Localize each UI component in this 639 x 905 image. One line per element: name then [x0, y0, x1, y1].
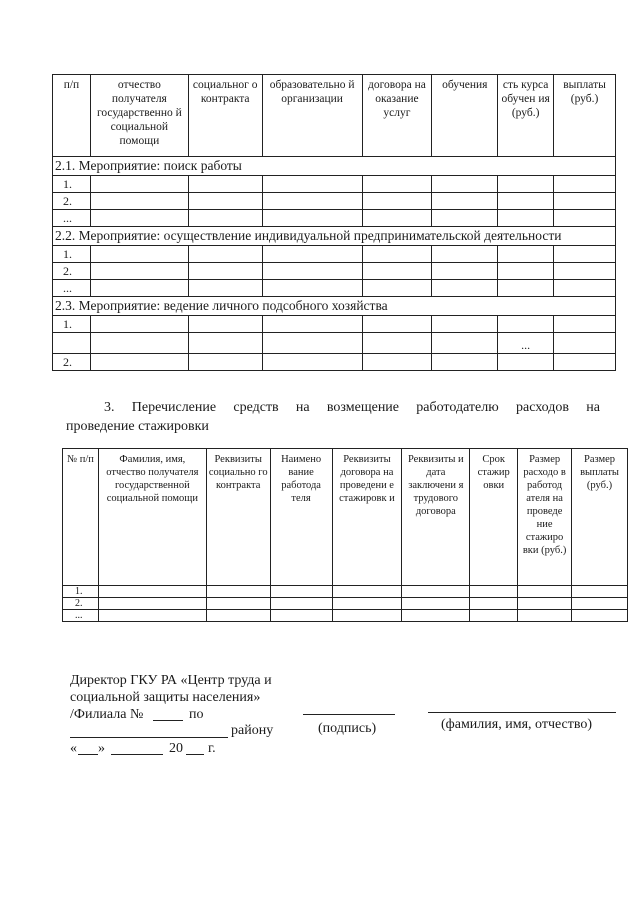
row-number: ... — [63, 610, 99, 622]
table-row — [63, 610, 628, 622]
row-number: ... — [53, 210, 91, 227]
section-row — [53, 157, 616, 176]
t2-header-cell: Фамилия, имя, отчество получателя государственной социальной помощи — [98, 449, 206, 586]
table-row — [53, 210, 616, 227]
table-row — [63, 598, 628, 610]
t2-header-cell: Размер расходо в работод ателя на проведе ние стажиро вки (руб.) — [518, 449, 572, 586]
date-day-line — [78, 754, 98, 755]
fullname-caption: (фамилия, имя, отчество) — [441, 717, 593, 732]
row-number: 2. — [53, 354, 91, 371]
t2-header-cell: № п/п — [63, 449, 99, 586]
date-close-quote: » — [98, 741, 105, 756]
section-title: 2.3. Мероприятие: ведение личного подсобного хозяйства — [53, 297, 616, 316]
section-row — [53, 227, 616, 246]
branch-number-line — [153, 720, 183, 721]
t1-header-cell: отчество получателя государственно й социальной помощи — [90, 75, 188, 157]
t1-header-cell: социальног о контракта — [188, 75, 262, 157]
t2-header-cell: Срок стажир овки — [470, 449, 518, 586]
row-number: 2. — [53, 263, 91, 280]
row-number — [53, 333, 91, 354]
t1-header-cell: п/п — [53, 75, 91, 157]
fullname-line — [428, 712, 616, 713]
table-row — [53, 316, 616, 333]
table1-header-row — [53, 75, 616, 157]
t1-header-cell: сть курса обучен ия (руб.) — [498, 75, 554, 157]
ellipsis-cell: ... — [498, 333, 554, 354]
table-row — [63, 586, 628, 598]
district-line — [70, 737, 228, 738]
date-year-prefix: 20 — [169, 741, 183, 756]
director-title-line: социальной защиты населения» — [70, 690, 261, 705]
section-title: 2.2. Мероприятие: осуществление индивидуальной предпринимательской деятельности — [53, 227, 616, 246]
date-year-suffix: г. — [208, 741, 216, 756]
table-row — [53, 176, 616, 193]
row-number: 1. — [53, 176, 91, 193]
table-row — [53, 246, 616, 263]
director-title-line: Директор ГКУ РА «Центр труда и — [70, 673, 272, 688]
table-row — [53, 354, 616, 371]
section-row — [53, 297, 616, 316]
section-title: 2.1. Мероприятие: поиск работы — [53, 157, 616, 176]
t1-header-cell: договора на оказание услуг — [362, 75, 432, 157]
t2-header-cell: Наимено вание работода теля — [270, 449, 332, 586]
signature-caption: (подпись) — [318, 721, 377, 736]
t2-header-cell: Размер выплаты (руб.) — [572, 449, 628, 586]
section-3-heading — [66, 398, 600, 436]
table-internship-reimbursement — [62, 448, 628, 622]
date-open-quote: « — [70, 741, 77, 756]
table-row — [53, 280, 616, 297]
row-number: 1. — [63, 586, 99, 598]
district-label: району — [231, 723, 274, 738]
table-training-measures — [52, 74, 616, 371]
row-number: 1. — [53, 246, 91, 263]
signature-line — [303, 714, 395, 715]
table-row — [53, 193, 616, 210]
date-year-line — [186, 754, 204, 755]
table-row — [53, 263, 616, 280]
t1-header-cell: обучения — [432, 75, 498, 157]
table-row — [53, 333, 616, 354]
t2-header-cell: Реквизиты и дата заключени я трудового договора — [402, 449, 470, 586]
paragraph-line: 3. Перечисление средств на возмещение работодателю расходов на — [104, 400, 600, 415]
t2-header-cell: Реквизиты социально го контракта — [206, 449, 270, 586]
row-number: 1. — [53, 316, 91, 333]
paragraph-line: проведение стажировки — [66, 419, 209, 434]
t1-header-cell: выплаты (руб.) — [554, 75, 616, 157]
t1-header-cell: образовательно й организации — [262, 75, 362, 157]
date-month-line — [111, 754, 163, 755]
branch-by-label: по — [189, 707, 204, 722]
row-number: 2. — [53, 193, 91, 210]
row-number: ... — [53, 280, 91, 297]
row-number: 2. — [63, 598, 99, 610]
branch-label: /Филиала № — [70, 707, 144, 722]
t2-header-cell: Реквизиты договора на проведени е стажировк и — [332, 449, 402, 586]
table2-header-row — [63, 449, 628, 586]
